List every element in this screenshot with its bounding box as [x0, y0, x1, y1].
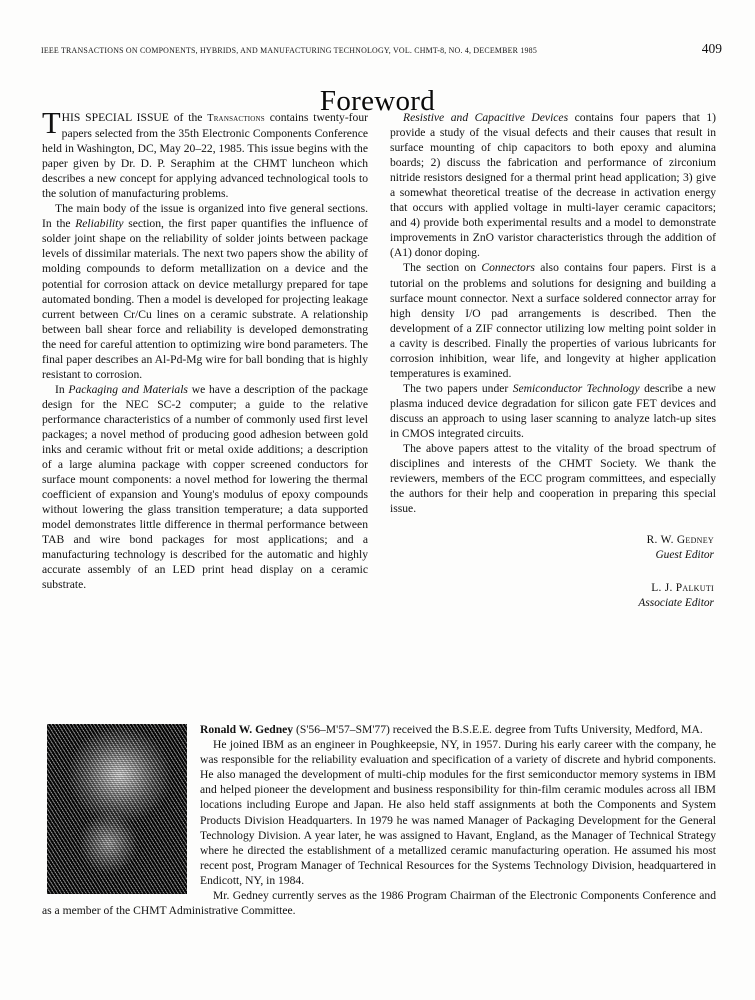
left-column — [42, 106, 368, 611]
signature-associate-editor — [390, 581, 716, 610]
semiconductor-text-a: The two papers under — [403, 381, 513, 395]
biography-intro: received the B.S.E.E. degree from Tufts University, Medford, MA. — [389, 723, 703, 736]
associate-editor-role: Associate Editor — [638, 597, 714, 610]
reliability-text-b: section, the first paper quantifies the influence of solder joint shape on the reliability of solder joints between package levels of dissimilar materials. The next two papers show the ability of molding compounds to deform metallization on a device and the potential for corrosion attack on device metallurgy prepared for tape automated bonding. Then a model is developed for projecting leakage current between Cr/Cu lines on a ceramic substrate. A relationship between ball shear force and reliability is developed demonstrating the need for careful attention to optimizing wire bond parameters. The final paper describes an Al-Pd-Mg wire for ball bonding that is highly resistant to corrosion. — [42, 217, 368, 381]
paragraph-resistive — [390, 110, 716, 260]
biography-section — [42, 722, 716, 918]
drop-cap: T — [42, 106, 61, 140]
packaging-text-b: we have a description of the package design for the NEC SC-2 computer; a guide to the relative performance characteristics of a number of commonly used first level packages; a novel method of producing good adhesion between gold inks and ceramic without frit or metal oxide additions; a description of a large alumina package with copper screened conductors for surface mount components: a novel method for lowering the thermal coefficient of expansion and Young's modulus of epoxy compounds without lowering the glass transition temperature; a data supported model demonstrates little difference in thermal performance between TAB and wire bond packages for most applications; and a manufacturing technology is described for the automatic and highly accurate assembly of an LED print head display on a ceramic substrate. — [42, 382, 368, 592]
biography-paragraph-2: He joined IBM as an engineer in Poughkeepsie, NY, in 1957. During his early career with the company, he was responsible for the reliability evaluation and specification of a variety of discrete and hybrid components. He also managed the development of multi-chip modules for the first semiconductor memory systems in IBM and helped pioneer the development and business responsibility for thin-film ceramic modules across all IBM locations including Europe and Japan. He also held staff assignments at both the Components and System Products Division Headquarters. In 1979 he was named Manager of Packaging Development for the General Technology Division. A year later, he was assigned to Havant, England, as the Manager of Technical Strategy where he directed the establishment of a metallized ceramic manufacturing operation. He assumed his most recent post, Program Manager of Technical Resources for the Systems Technology Division, headquartered in Endicott, NY, in 1984. — [200, 738, 716, 887]
page-number: 409 — [701, 41, 722, 56]
running-head — [41, 41, 725, 57]
portrait-photo — [47, 724, 187, 894]
guest-editor-name: R. W. Gedney — [646, 534, 714, 547]
intro-rest: contains twenty-four papers selected from the 35th Electronic Components Conference held in Washington, DC, May 20–22, 1985. This issue begins with the paper given by Dr. D. P. Seraphim at the CHMT luncheon which describes a new concept for applying advanced technological tools to the solution of manufacturing problems. — [42, 111, 368, 201]
packaging-text-a: In — [55, 382, 69, 396]
connectors-text-a: The section on — [403, 261, 482, 275]
intro-lead: HIS SPECIAL ISSUE — [61, 111, 169, 124]
paragraph-connectors — [390, 260, 716, 380]
paragraph-closing: The above papers attest to the vitality of the broad spectrum of disciplines and interests of the CHMT Society. We thank the reviewers, members of the ECC program committees, and especially the authors for their help and cooperation in preparing this special issue. — [390, 442, 716, 516]
paragraph-intro — [42, 106, 368, 201]
biography-paragraph-3: Mr. Gedney currently serves as the 1986 Program Chairman of the Electronic Components Conference and as a member of the CHMT Administrative Committee. — [42, 889, 716, 918]
resistive-text: contains four papers that 1) provide a study of the visual defects and their causes that result in surface mounting of chip capacitors to both epoxy and alumina boards; 2) discuss the fabrication and performance of zirconium nitride resistors designed for a thermal print head application; 3) give a somewhat theoretical treatise of the decrease in activation energy that occurs with applied voltage in multi-layer ceramic capacitors; and 4) provide both experimental results and a model to demonstrate improvements in ZnO varistor characteristics through the addition of (A1) donor doping. — [390, 111, 716, 260]
semiconductor-section-title: Semiconductor Technology — [512, 381, 640, 395]
transactions-smallcaps: Transactions — [207, 113, 265, 124]
page-title: Foreword — [319, 85, 436, 118]
guest-editor-role: Guest Editor — [655, 548, 714, 561]
journal-citation-line: IEEE TRANSACTIONS ON COMPONENTS, HYBRIDS, AND MANUFACTURING TECHNOLOGY, VOL. CHMT-8, NO. 4, DECEMBER 1985 — [41, 46, 537, 55]
associate-editor-name: L. J. Palkuti — [651, 582, 714, 595]
packaging-section-title: Packaging and Materials — [68, 382, 188, 396]
paragraph-semiconductor — [390, 381, 716, 441]
signature-guest-editor — [390, 533, 716, 562]
paragraph-packaging — [42, 382, 368, 593]
intro-connector: of the — [168, 111, 208, 124]
biography-credentials: (S'56–M'57–SM'77) — [293, 723, 390, 736]
resistive-section-title: Resistive and Capacitive Devices — [403, 111, 569, 124]
right-column — [390, 110, 716, 611]
reliability-text-a: The main body of the issue is organized into five general sections. In the — [42, 202, 368, 231]
semiconductor-text-b: describe a new plasma induced device degradation for silicon gate FET devices and discuss an approach to using laser scanning to analyze latch-up sites in CMOS integrated circuits. — [390, 381, 716, 440]
paragraph-reliability — [42, 201, 368, 382]
reliability-section-title: Reliability — [75, 217, 124, 231]
connectors-section-title: Connectors — [481, 261, 535, 275]
biography-name: Ronald W. Gedney — [200, 723, 294, 736]
connectors-text-b: also contains four papers. First is a tutorial on the problems and solutions for designing and building a surface mount connector. Next a surface soldered connector array for high density I/O pad arrangements is described. Then the development of a ZIF connector utilizing low melting point solder in a cavity is described. Finally the properties of various lubricants for corrosion inhibition, wear life, and longevity at higher application temperatures is examined. — [390, 261, 716, 380]
body-columns — [42, 106, 716, 611]
